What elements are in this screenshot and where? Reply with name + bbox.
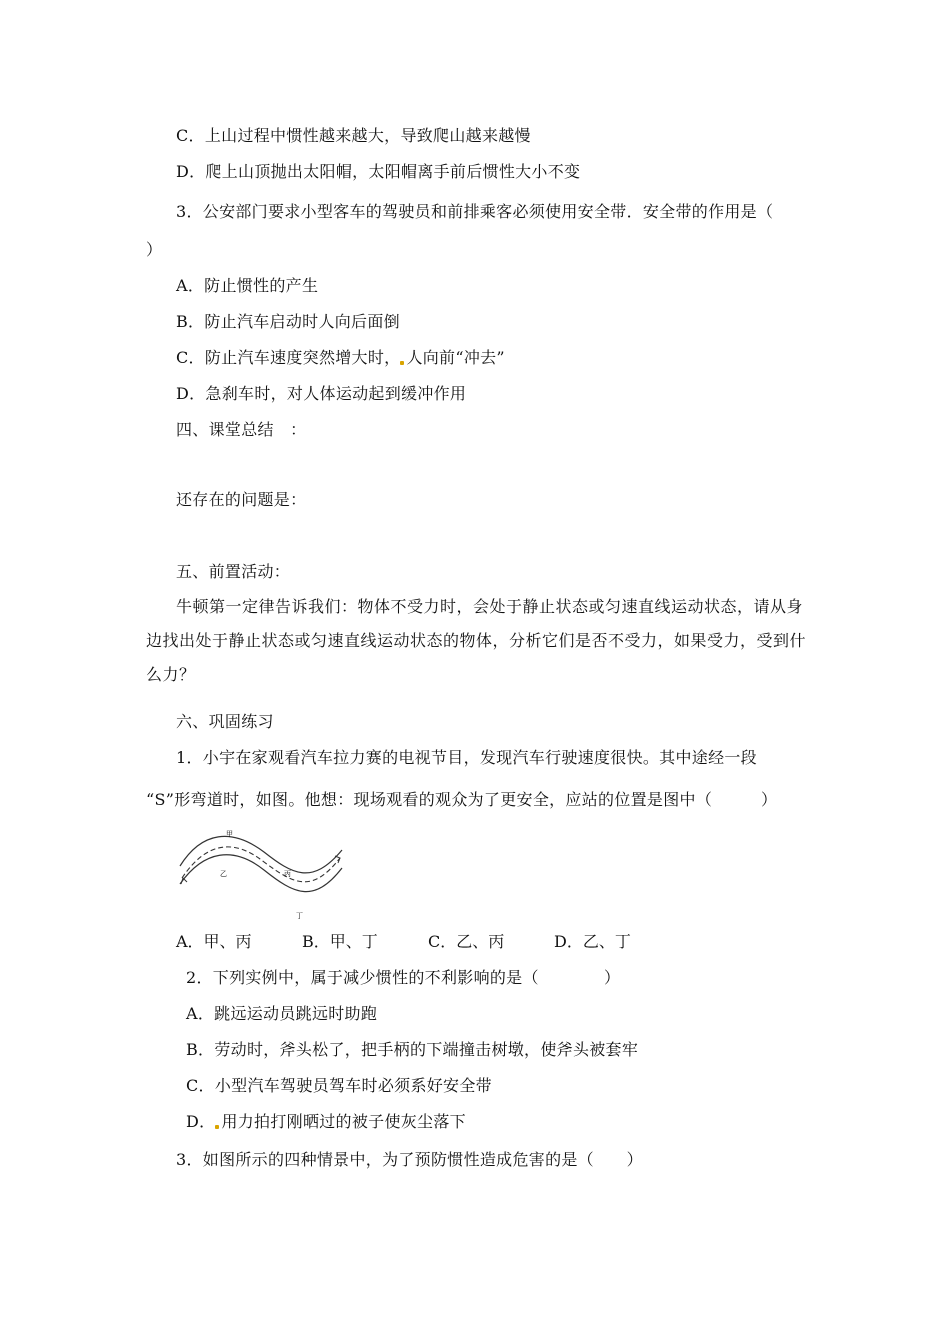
q2-option-c: C．上山过程中惯性越来越大，导致爬山越来越慢 [176,126,531,145]
section4-title: 四、课堂总结 ： [176,420,307,439]
p1-stem-line1: 1．小宇在家观看汽车拉力赛的电视节目，发现汽车行驶速度很快。其中途经一段 [176,748,757,767]
label-bing: 丙 [284,870,291,878]
label-ding: 丁 [296,912,303,920]
section5-body [146,590,814,692]
p2-stem: 2．下列实例中，属于减少惯性的不利影响的是（ ） [186,968,621,987]
p1-option-d: D．乙、丁 [554,932,631,951]
q3-option-c [176,348,505,368]
q2-option-d: D．爬上山顶抛出太阳帽，太阳帽离手前后惯性大小不变 [176,162,581,181]
p1-option-b: B．甲、丁 [302,932,378,951]
p1-option-a: A．甲、丙 [176,932,252,951]
ink-dot [400,361,404,365]
car-path-dashed-line [182,847,340,882]
ink-dot [215,1125,219,1129]
p2-option-d [186,1112,466,1132]
p2-option-b: B．劳动时，斧头松了，把手柄的下端撞击树墩，使斧头被套牢 [186,1040,639,1059]
p2-option-d-prefix: D． [186,1112,216,1131]
road-inner-edge [180,855,342,892]
p1-options [176,932,631,952]
section5-title: 五、前置活动： [176,562,291,581]
q3-option-d: D．急刹车时，对人体运动起到缓冲作用 [176,384,467,403]
p1-option-c: C．乙、丙 [428,932,505,951]
q3-option-a: A．防止惯性的产生 [176,276,319,295]
section5-body-text: 牛顿第一定律告诉我们：物体不受力时，会处于静止状态或匀速直线运动状态，请从身边找出处于静止状态或匀速直线运动状态的物体，分析它们是否不受力，如果受力，受到什么力？ [146,597,807,684]
left-arrow-icon [181,878,187,884]
section4-problems: 还存在的问题是： [176,490,307,509]
p3-stem: 3．如图所示的四种情景中，为了预防惯性造成危害的是（ ） [176,1150,643,1169]
p2-option-a: A．跳远运动员跳远时助跑 [186,1004,378,1023]
q3-stem-close: ） [146,240,163,259]
q3-option-c-part1: C．防止汽车速度突然增大时， [176,348,401,367]
s-curve-road-figure [172,826,352,920]
q3-option-b: B．防止汽车启动时人向后面倒 [176,312,400,331]
p1-stem-line2: “S”形弯道时，如图。他想：现场观看的观众为了更安全，应站的位置是图中（ ） [146,790,778,809]
q3-option-c-part2: 人向前“冲去” [406,348,505,367]
label-yi: 乙 [220,870,227,878]
label-jia: 甲 [226,830,233,838]
q3-stem: 3．公安部门要求小型客车的驾驶员和前排乘客必须使用安全带．安全带的作用是（ [176,202,774,221]
p2-option-d-text: 用力拍打刚晒过的被子使灰尘落下 [221,1112,466,1131]
section6-title: 六、巩固练习 [176,712,274,731]
p2-option-c: C．小型汽车驾驶员驾车时必须系好安全带 [186,1076,492,1095]
